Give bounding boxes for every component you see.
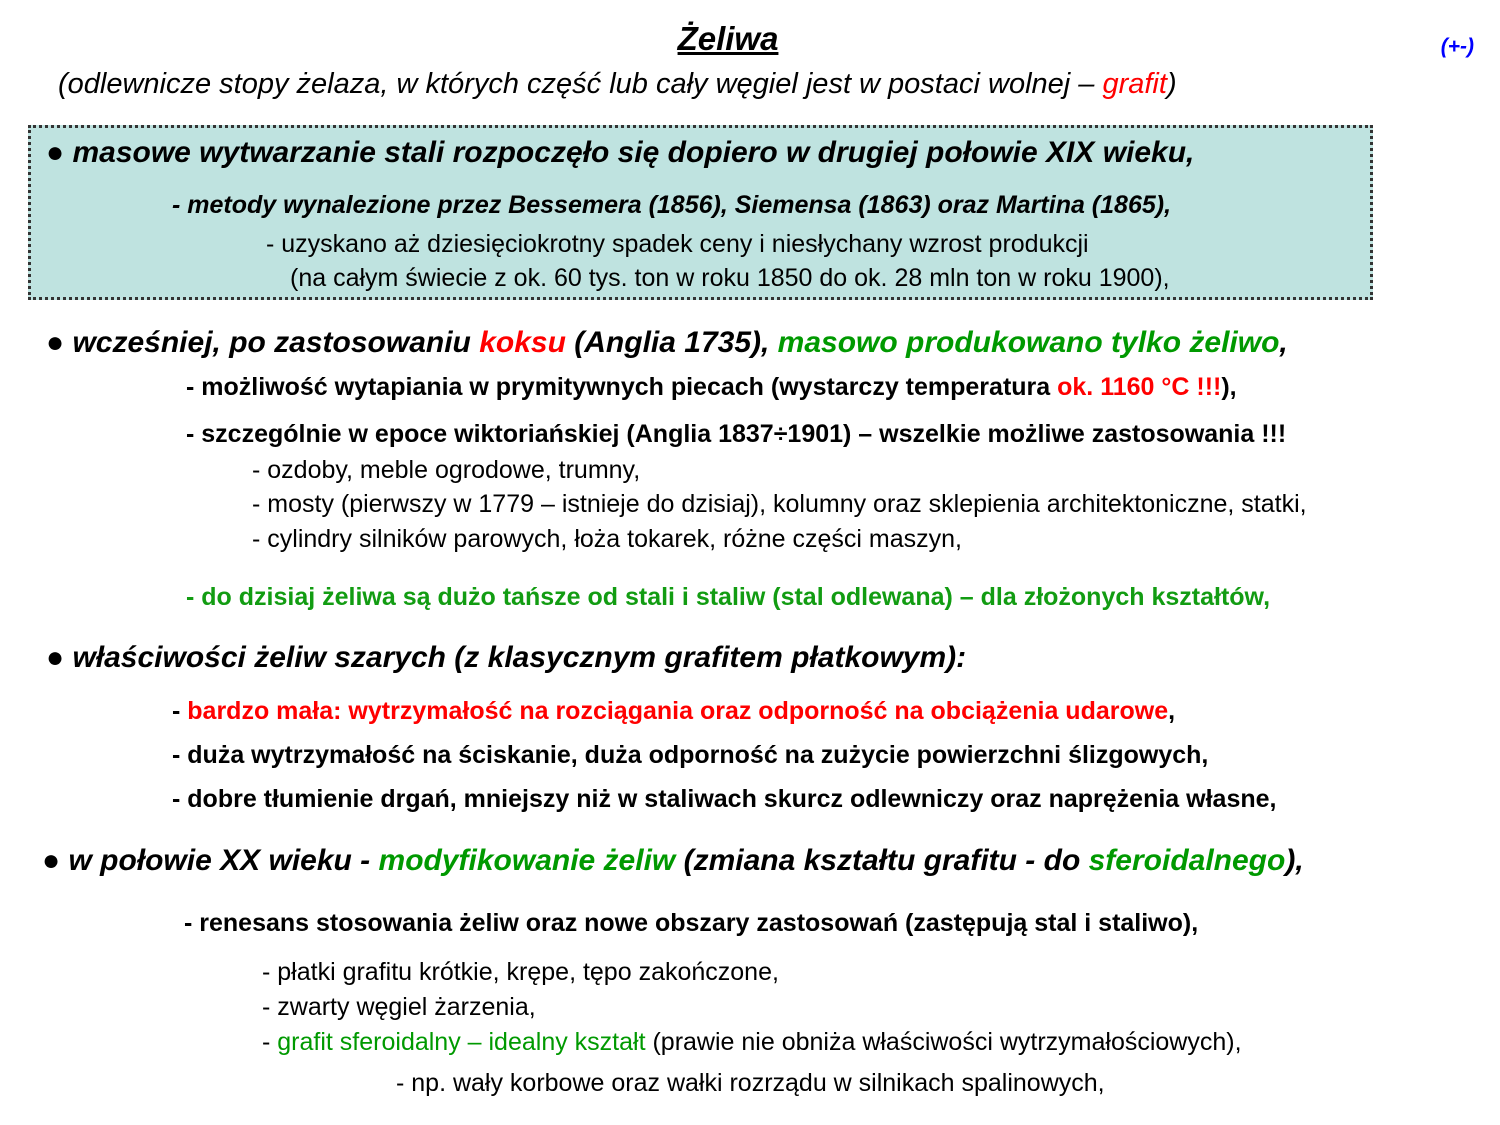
section4-heading	[42, 846, 1304, 876]
section4-sub-spheroidal	[262, 1030, 1242, 1055]
subtitle-text: (odlewnicze stopy żelaza, w których część lub cały węgiel jest w postaci wolnej –	[58, 68, 1103, 100]
section2-sub-decor: - ozdoby, meble ogrodowe, trumny,	[252, 456, 641, 484]
rating-badge: (+-)	[1440, 35, 1474, 58]
box-line-methods: - metody wynalezione przez Bessemera (1856), Siemensa (1863) oraz Martina (1865),	[172, 191, 1172, 219]
box-line-price: - uzyskano aż dziesięciokrotny spadek ceny i niesłychany wzrost produkcji	[266, 230, 1089, 258]
section4-sub-carbon: - zwarty węgiel żarzenia,	[262, 993, 536, 1021]
section2-heading	[46, 328, 1288, 358]
section2-item-melting-text: - możliwość wytapiania w prymitywnych piecach (wystarczy temperatura	[186, 373, 1058, 401]
section2-item-melting-end: ),	[1221, 373, 1237, 401]
section2-heading-red: koksu	[479, 326, 566, 359]
section4-sub-spheroidal-end: (prawie nie obniża właściwości wytrzymałościowych),	[645, 1028, 1242, 1056]
subtitle-close: )	[1166, 68, 1177, 100]
section4-heading-mid: (zmiana kształtu grafitu - do	[675, 844, 1089, 877]
section2-sub-machines: - cylindry silników parowych, łoża tokarek, różne części maszyn,	[252, 525, 962, 553]
section2-item-victorian: - szczególnie w epoce wiktoriańskiej (Anglia 1837÷1901) – wszelkie możliwe zastosowania !!!	[186, 420, 1287, 448]
section3-item-weakness-dash: -	[172, 697, 188, 725]
section2-heading-end: ,	[1279, 326, 1288, 359]
section2-green-line: - do dzisiaj żeliwa są dużo tańsze od stali i staliw (stal odlewana) – dla złożonych kształtów,	[186, 583, 1271, 611]
section4-sub-spheroidal-green: grafit sferoidalny – idealny kształt	[277, 1028, 646, 1056]
section4-heading-text: ● w połowie XX wieku -	[42, 844, 379, 877]
section2-heading-mid: (Anglia 1735),	[565, 326, 778, 359]
section3-item-weakness	[172, 699, 1175, 724]
section4-sub-spheroidal-dash: -	[262, 1028, 278, 1056]
subtitle-accent: grafit	[1102, 68, 1167, 100]
section4-sub-flakes: - płatki grafitu krótkie, krępe, tępo zakończone,	[262, 958, 779, 986]
section2-heading-text: ● wcześniej, po zastosowaniu	[46, 326, 480, 359]
section2-sub-bridges: - mosty (pierwszy w 1779 – istnieje do dzisiaj), kolumny oraz sklepienia architektoniczne, statki,	[252, 490, 1307, 518]
section3-item-weakness-red: bardzo mała: wytrzymałość na rozciągania oraz odporność na obciążenia udarowe	[187, 697, 1169, 725]
page-title: Żeliwa	[677, 20, 779, 57]
box-heading: ● masowe wytwarzanie stali rozpoczęło się dopiero w drugiej połowie XIX wieku,	[46, 136, 1195, 169]
section3-item-compression: - duża wytrzymałość na ściskanie, duża odporność na zużycie powierzchni ślizgowych,	[172, 741, 1209, 769]
section3-heading: ● właściwości żeliw szarych (z klasycznym grafitem płatkowym):	[46, 641, 967, 674]
section4-item-renaissance: - renesans stosowania żeliw oraz nowe obszary zastosowań (zastępują stal i staliwo),	[184, 909, 1199, 937]
section3-item-weakness-end: ,	[1168, 697, 1176, 725]
section3-item-damping: - dobre tłumienie drgań, mniejszy niż w staliwach skurcz odlewniczy oraz naprężenia własne,	[172, 785, 1277, 813]
section2-item-melting	[186, 375, 1237, 400]
section4-heading-green1: modyfikowanie żeliw	[378, 844, 676, 877]
section4-heading-end: ),	[1285, 844, 1304, 877]
section4-sub-examples: - np. wały korbowe oraz wałki rozrządu w silnikach spalinowych,	[396, 1069, 1105, 1097]
section4-heading-green2: sferoidalnego	[1088, 844, 1286, 877]
section2-item-melting-temp: ok. 1160 °C !!!	[1057, 373, 1222, 401]
box-line-production: (na całym świecie z ok. 60 tys. ton w roku 1850 do ok. 28 mln ton w roku 1900),	[290, 264, 1170, 292]
subtitle	[58, 70, 1177, 99]
section2-heading-green: masowo produkowano tylko żeliwo	[777, 326, 1280, 359]
